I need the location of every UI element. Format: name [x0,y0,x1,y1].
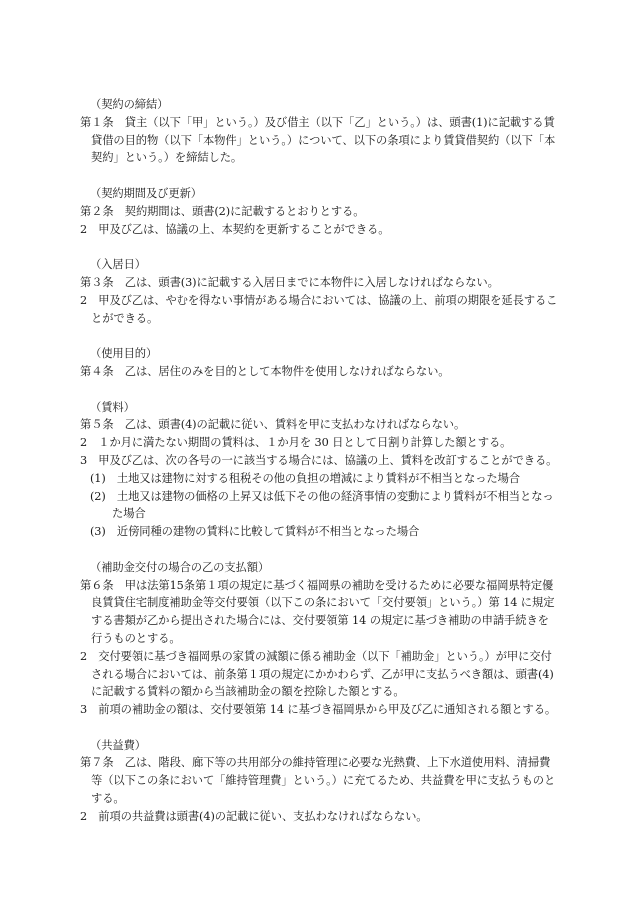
section-article-3 [80,256,560,327]
section-heading: （補助金交付の場合の乙の支払額） [90,560,270,574]
article-paragraph: 2 前項の共益費は頭書(4)の記載に従い、支払わなければならない。 [80,809,428,823]
article-paragraph: 2 １か月に満たない期間の賃料は、１か月を 30 日として日割り計算した額とする。 [80,436,512,450]
article-text: 第５条 乙は、頭書(4)の記載に従い、賃料を甲に支払わなければならない。 [80,418,466,432]
article-text: 第２条 契約期間は、頭書(2)に記載するとおりとする。 [80,204,365,218]
section-article-2 [80,185,560,238]
article-text: 第４条 乙は、居住のみを目的として本物件を使用しなければならない。 [80,364,450,378]
section-article-6 [80,559,560,719]
section-heading: （賃料） [90,400,135,414]
article-paragraph: 2 甲及び乙は、やむを得ない事情がある場合においては、協議の上、前項の期限を延長することができる。 [80,293,558,325]
section-heading: （入居日） [90,258,146,272]
article-subitem: (2) 土地又は建物の価格の上昇又は低下その他の経済事情の変動により賃料が不相当となった場合 [90,489,554,521]
section-heading: （共益費） [90,738,146,752]
section-article-1 [80,96,560,167]
article-paragraph: 2 交付要領に基づき福岡県の家賃の減額に係る補助金（以下「補助金」という。）が甲に交付される場合においては、前条第１項の規定にかかわらず、乙が甲に支払うべき額は、頭書(4)に記載する賃料の額から当該補助金の額を控除した額とする。 [80,649,554,699]
section-heading: （契約期間及び更新） [90,186,202,200]
section-heading: （使用目的） [90,347,158,361]
article-paragraph: 3 甲及び乙は、次の各号の一に該当する場合には、協議の上、賃料を改訂することができる。 [80,453,558,467]
article-paragraph: 2 甲及び乙は、協議の上、本契約を更新することができる。 [80,222,390,236]
article-paragraph: 3 前項の補助金の額は、交付要領第 14 に基づき福岡県から甲及び乙に通知される額とする。 [80,703,557,717]
article-subitem: (1) 土地又は建物に対する租税その他の負担の増減により賃料が不相当となった場合 [90,471,520,485]
article-text: 第６条 甲は法第15条第１項の規定に基づく福岡県の補助を受けるために必要な福岡県特定優良賃貸住宅制度補助金等交付要領（以下この条において「交付要領」という。）第 14 に規定する書類が乙から提出された場合には、交付要領第 14 の規定に基づき補助の申請手続きを行うものとする。 [80,578,555,645]
article-text: 第３条 乙は、頭書(3)に記載する入居日までに本物件に入居しなければならない。 [80,275,499,289]
article-subitem: (3) 近傍同種の建物の賃料に比較して賃料が不相当となった場合 [90,525,420,539]
section-article-7 [80,737,560,826]
contract-document [80,96,560,843]
section-article-4 [80,345,560,381]
section-article-5 [80,399,560,541]
section-heading: （契約の締結） [90,98,169,111]
article-text: 第７条 乙は、階段、廊下等の共用部分の維持管理に必要な光熱費、上下水道使用料、清掃費等（以下この条において「維持管理費」という。）に充てるため、共益費を甲に支払うものとする。 [80,756,556,806]
article-text: 第１条 貸主（以下「甲」という。）及び借主（以下「乙」という。）は、頭書(1)に記載する賃貸借の目的物（以下「本物件」という。）について、以下の条項により賃貸借契約（以下「本契約」という。）を締結した。 [80,115,556,165]
